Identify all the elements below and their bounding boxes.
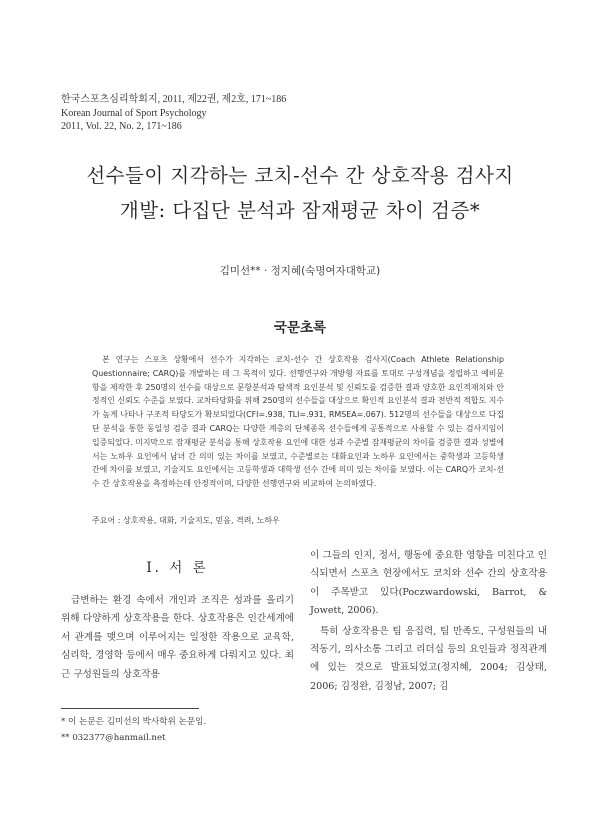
footnote-divider — [61, 708, 199, 709]
footnotes — [61, 714, 206, 746]
footnote-email: ** 032377@hanmail.net — [61, 733, 166, 743]
journal-citation-english: 2011, Vol. 22, No. 2, 171~186 — [61, 121, 182, 132]
author-line: 김미선** · 정지혜(숙명여자대학교) — [219, 265, 381, 277]
paper-title-line-2: 개발: 다집단 분석과 잠재평균 차이 검증* — [119, 199, 481, 222]
body-paragraph-left: 급변하는 환경 속에서 개인과 조직은 성과를 올리기 위해 다양하게 상호작용을 한다. 상호작용은 인간세계에서 관계를 맺으며 이루어지는 일정한 작용으로 교육학, 심리학, 경영학 등에서 매우 중요하게 다뤄지고 있다. 최근 구성원들의 상호작용 — [61, 595, 294, 680]
body-paragraph-right-1: 이 그들의 인지, 정서, 행동에 중요한 영향을 미친다고 인식되면서 스포츠 현장에서도 코치와 선수 간의 상호작용이 주목받고 있다(Poczwardowski, Barrot, & Jowett, 2006). — [310, 550, 547, 617]
journal-citation-korean: 한국스포츠심리학회지, 2011, 제22권, 제2호, 171~186 — [61, 94, 287, 105]
body-paragraph-right-2: 특히 상호작용은 팀 응집력, 팀 만족도, 구성원들의 내적동기, 의사소통 그리고 리더십 등의 요인들과 정적관계에 있는 것으로 발표되었고(정지혜, 2004; 김상태, 2006; 김정완, 김정남, 2007; 김 — [310, 625, 547, 692]
paper-title-line-1: 선수들이 지각하는 코치-선수 간 상호작용 검사지 — [86, 164, 514, 187]
footnote-thesis: * 이 논문은 김미선의 박사학위 논문임. — [61, 717, 207, 727]
left-column — [61, 556, 294, 684]
right-column — [310, 547, 547, 696]
paper-title — [0, 158, 600, 228]
journal-info — [61, 93, 286, 134]
section-heading-introduction: Ⅰ. 서 론 — [146, 560, 209, 576]
abstract-text: 본 연구는 스포츠 상황에서 선수가 지각하는 코치-선수 간 상호작용 검사지(Coach Athlete Relationship Questionnaire; CARQ)를 개발하는 데 그 목적이 있다. 선행연구와 개방형 자료를 토대로 구성개념을 정립하고 예비문항을 제작한 후 250명의 선수를 대상으로 문항분석과 탐색적 요인분석 및 신뢰도를 검증한 결과 양호한 요인적재치와 안정적인 신뢰도 수준을 보였다. 교차타당화를 위해 250명의 선수들을 대상으로 확인적 요인분석 결과 전반적 적합도 지수가 높게 나타나 구조적 타당도가 확보되었다(CFI=.938, TLI=.931, RMSEA=.067). 512명의 선수들을 대상으로 다집단 분석을 통한 동일성 검증 결과 CARQ는 다양한 계층의 단체종목 선수들에게 공통적으로 사용할 수 있는 검사지임이 입증되었다. 미지막으로 잠재평균 분석을 통해 상호작용 요인에 대한 성과 수준별 잠재평균의 차이를 검증한 결과 성별에서는 노하우 요인에서 남녀 간 의미 있는 차이를 보였고, 수준별로는 대화요인과 노하우 요인에서는 중학생과 고등학생 간에 차이를 보였고, 기술지도 요인에서는 고등학생과 대학생 선수 간에 의미 있는 차이를 보였다. 이는 CARQ가 코치-선수 간 상호작용을 측정하는데 안정적이며, 다양한 선행연구와 비교하여 논의하였다. — [92, 355, 504, 489]
journal-name-english: Korean Journal of Sport Psychology — [61, 107, 207, 119]
keywords: 주요어 : 상호작용, 대화, 기술지도, 믿음, 격려, 노하우 — [92, 516, 280, 525]
abstract-heading: 국문초록 — [273, 320, 327, 336]
